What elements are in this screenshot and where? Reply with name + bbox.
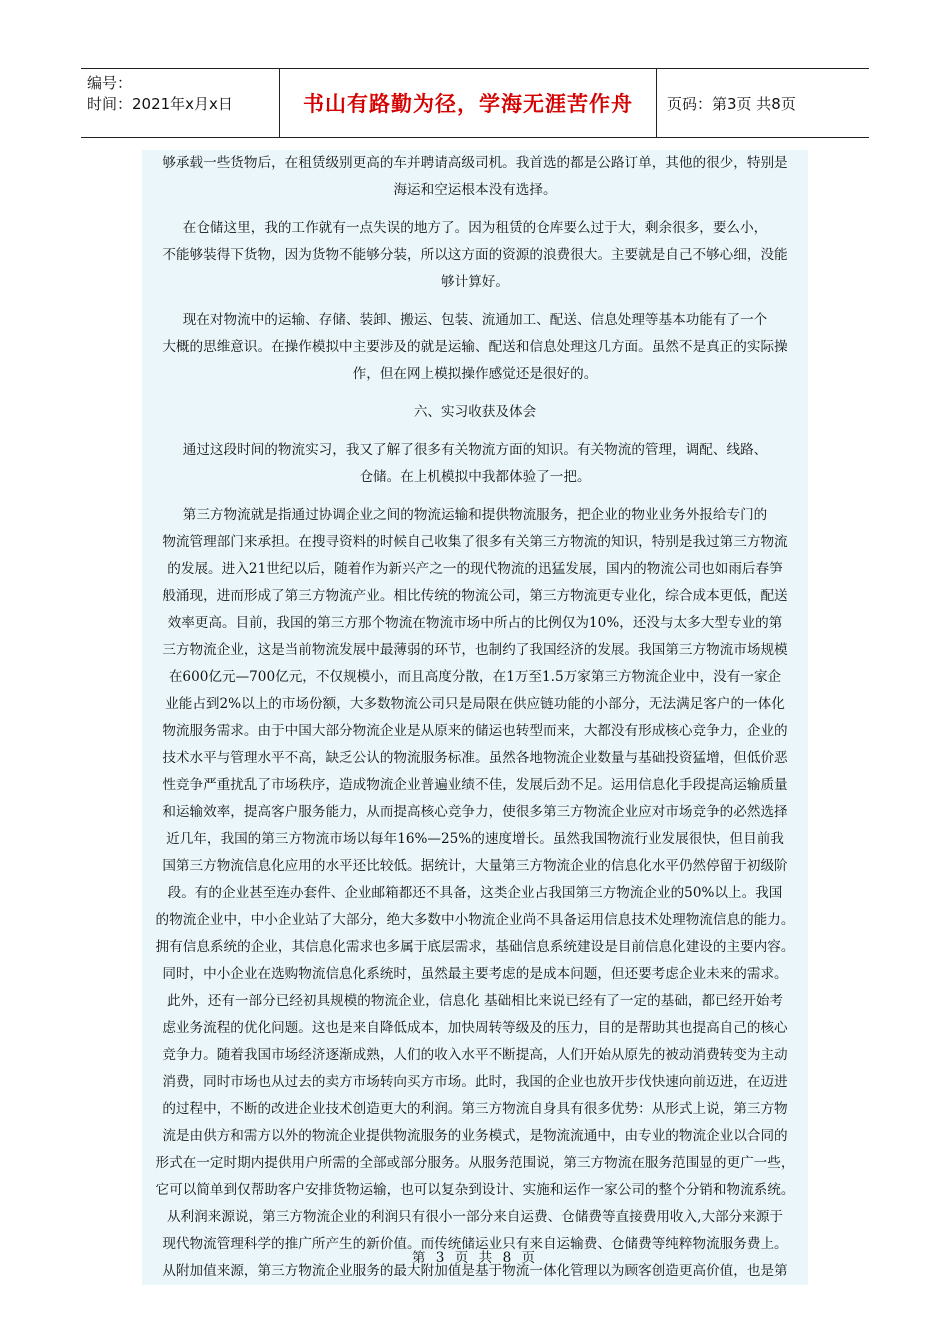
text-line: 效率更高。目前，我国的第三方那个物流在物流市场中所占的比例仅为10%，还没与太多大型专业的第 (167, 615, 783, 631)
section-heading: 六、实习收获及体会 (413, 404, 537, 420)
paragraph-3 (142, 307, 808, 388)
text-line: 消费，同时市场也从过去的卖方市场转向买方市场。此时，我国的企业也放开步伐快速向前迈进，在迈进 (162, 1074, 788, 1090)
text-line: 它可以简单到仅帮助客户安排货物运输，也可以复杂到设计、实施和运作一家公司的整个分销和物流系统。 (155, 1182, 795, 1198)
paragraph-2 (142, 215, 808, 296)
header-page-label: 页码：第3页 共8页 (667, 94, 796, 113)
date-label: 时间：2021年x月x日 (87, 95, 233, 113)
text-line: 物流服务需求。由于中国大部分物流企业是从原来的储运也转型而来，大都没有形成核心竞争力，企业的 (162, 723, 788, 739)
text-line: 海运和空运根本没有选择。 (393, 182, 557, 198)
text-line: 的过程中，不断的改进企业技术创造更大的利润。第三方物流自身具有很多优势：从形式上说，第三方物 (162, 1101, 788, 1117)
text-line: 通过这段时间的物流实习，我又了解了很多有关物流方面的知识。有关物流的管理，调配、线路、 (182, 442, 768, 458)
text-line: 不能够装得下货物，因为货物不能够分装，所以这方面的资源的浪费很大。主要就是自己不够心细，没能 (162, 247, 788, 263)
text-line: 三方物流企业，这是当前物流发展中最薄弱的环节，也制约了我国经济的发展。我国第三方物流市场规模 (162, 642, 788, 658)
text-line: 现代物流管理科学的推广所产生的新价值。而传统储运业只有来自运输费、仓储费等纯粹物流服务费上。 (162, 1236, 788, 1252)
text-line: 的物流企业中，中小企业站了大部分，绝大多数中小物流企业尚不具备运用信息技术处理物流信息的能力。 (155, 912, 795, 928)
text-line: 在600亿元—700亿元，不仅规模小，而且高度分散，在1万至1.5万家第三方物流企业中，没有一家企 (168, 669, 782, 685)
text-line: 流是由供方和需方以外的物流企业提供物流服务的业务模式，是物流流通中，由专业的物流企业以合同的 (162, 1128, 788, 1144)
text-line: 技术水平与管理水平不高，缺乏公认的物流服务标准。虽然各地物流企业数量与基础投资猛增，但低价恶 (162, 750, 788, 766)
text-line: 第三方物流就是指通过协调企业之间的物流运输和提供物流服务，把企业的物业业务外报给专门的 (182, 507, 768, 523)
text-line: 够承载一些货物后，在租赁级别更高的车并聘请高级司机。我首选的都是公路订单，其他的很少，特别是 (162, 155, 788, 171)
text-line: 和运输效率，提高客户服务能力，从而提高核心竞争力，使很多第三方物流企业应对市场竞争的必然选择 (162, 804, 788, 820)
header-meta (81, 69, 280, 137)
text-line: 段。有的企业甚至连办套件、企业邮箱都还不具备，这类企业占我国第三方物流企业的50%以上。我国 (167, 885, 783, 901)
page-header (81, 68, 869, 138)
document-body (142, 150, 808, 1285)
text-line: 此外，还有一部分已经初具规模的物流企业，信息化 基础相比来说已经有了一定的基础，都已经开始考 (166, 993, 784, 1009)
text-line: 业能占到2%以上的市场份额，大多数物流公司只是局限在供应链功能的小部分，无法满足客户的一体化 (165, 696, 785, 712)
text-line: 近几年，我国的第三方物流市场以每年16%—25%的速度增长。虽然我国物流行业发展很快，但目前我 (166, 831, 784, 847)
text-line: 同时，中小企业在选购物流信息化系统时，虽然最主要考虑的是成本问题，但还要考虑企业未来的需求。 (162, 966, 788, 982)
text-line: 竞争力。随着我国市场经济逐渐成熟，人们的收入水平不断提高，人们开始从原先的被动消费转变为主动 (162, 1047, 788, 1063)
paragraph-5 (142, 502, 808, 1285)
text-line: 物流管理部门来承担。在搜寻资料的时候自己收集了很多有关第三方物流的知识，特别是我过第三方物流 (162, 534, 788, 550)
text-line: 性竞争严重扰乱了市场秩序，造成物流企业普遍业绩不佳，发展后劲不足。运用信息化手段提高运输质量 (162, 777, 788, 793)
paragraph-4 (142, 437, 808, 491)
text-line: 从附加值来源，第三方物流企业服务的最大附加值是基于物流一体化管理以为顾客创造更高价值，也是第 (162, 1263, 788, 1279)
text-line: 虑业务流程的优化问题。这也是来自降低成本，加快周转等级及的压力，目的是帮助其也提高自己的核心 (162, 1020, 788, 1036)
header-motto: 书山有路勤为径，学海无涯苦作舟 (280, 69, 657, 137)
text-line: 般涌现，进而形成了第三方物流产业。相比传统的物流公司，第三方物流更专业化，综合成本更低，配送 (162, 588, 788, 604)
text-line: 国第三方物流信息化应用的水平还比较低。据统计，大量第三方物流企业的信息化水平仍然停留于初级阶 (162, 858, 788, 874)
text-line: 的发展。进入21世纪以后，随着作为新兴产之一的现代物流的迅猛发展，国内的物流公司也如雨后春笋 (167, 561, 783, 577)
text-line: 从利润来源说，第三方物流企业的利润只有很小一部分来自运费、仓储费等直接费用收入,大部分来源于 (166, 1209, 784, 1225)
paragraph-1 (142, 150, 808, 204)
text-line: 拥有信息系统的企业，其信息化需求也多属于底层需求，基础信息系统建设是目前信息化建设的主要内容。 (155, 939, 795, 955)
text-line: 作，但在网上模拟操作感觉还是很好的。 (352, 366, 598, 382)
text-line: 仓储。在上机模拟中我都体验了一把。 (359, 469, 591, 485)
text-line: 形式在一定时期内提供用户所需的全部或部分服务。从服务范围说，第三方物流在服务范围显的更广一些， (155, 1155, 795, 1171)
text-line: 在仓储这里，我的工作就有一点失误的地方了。因为租赁的仓库要么过于大，剩余很多，要么小， (182, 220, 768, 236)
text-line: 现在对物流中的运输、存储、装卸、搬运、包装、流通加工、配送、信息处理等基本功能有了一个 (182, 312, 768, 328)
text-line: 够计算好。 (441, 274, 509, 290)
page-footer: 第 3 页 共 8 页 (411, 1250, 539, 1266)
text-line: 大概的思维意识。在操作模拟中主要涉及的就是运输、配送和信息处理这几方面。虽然不是真正的实际操 (162, 339, 788, 355)
number-label: 编号： (87, 74, 133, 92)
